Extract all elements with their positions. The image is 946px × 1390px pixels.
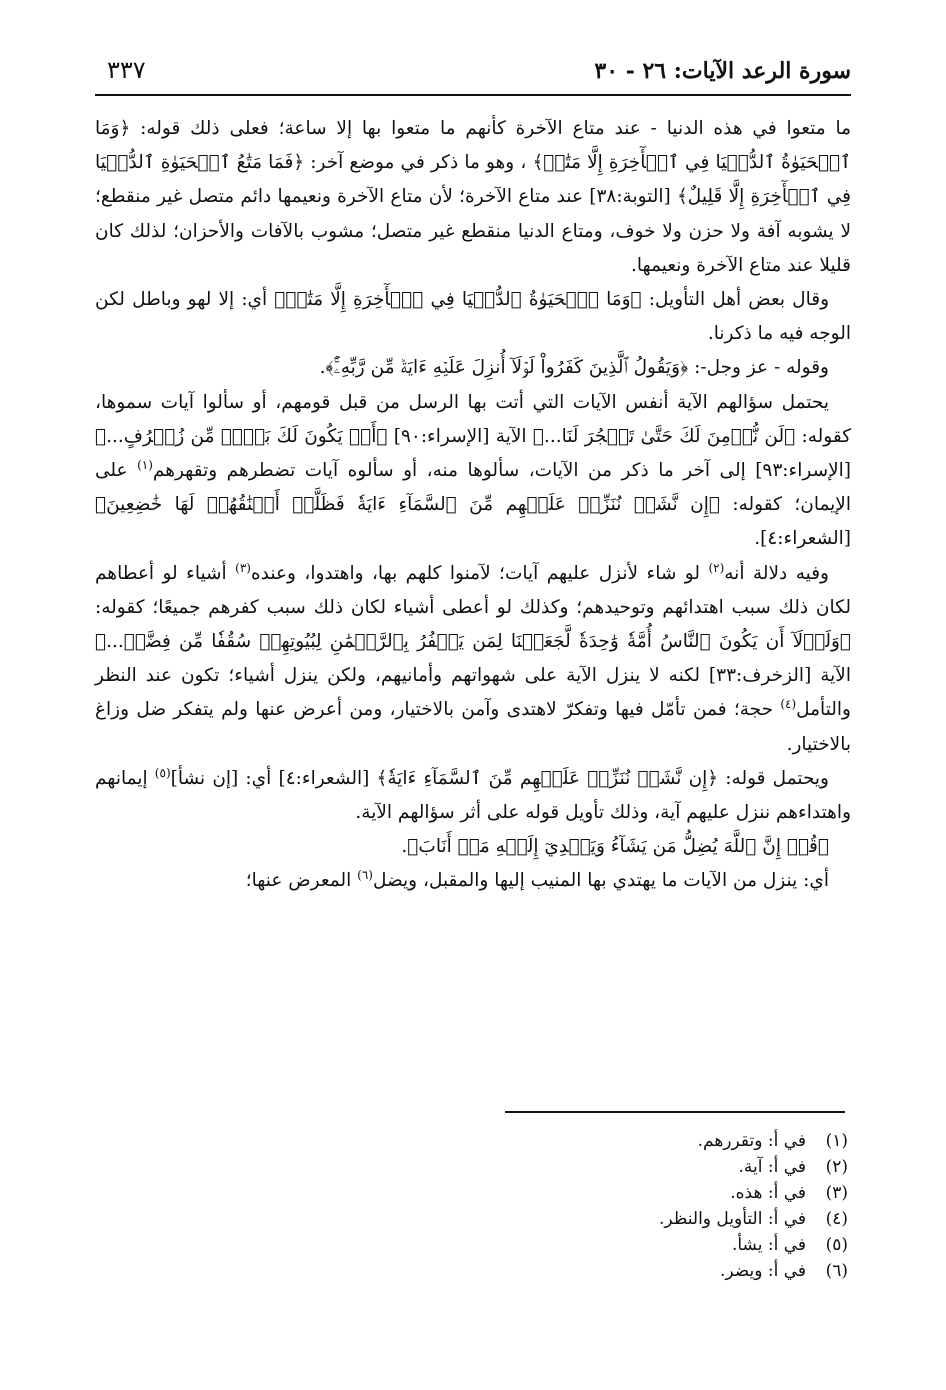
- footnote-number: (٢): [825, 1157, 848, 1177]
- footnote-6: [448, 1258, 848, 1284]
- footnote-number: (٦): [825, 1261, 848, 1281]
- footnote-5: [448, 1232, 848, 1258]
- paragraph-7-text-a: أي: ينزل من الآيات ما يهتدي بها المنيب إليها والمقبل، ويضل: [372, 870, 829, 892]
- paragraph-7-text-b: المعرض عنها؛: [245, 870, 352, 892]
- footnote-text: في أ: يشأ.: [731, 1235, 806, 1255]
- paragraph-5-text-a: وفيه دلالة أنه: [724, 562, 829, 584]
- footnote-text: في أ: ويضر.: [719, 1261, 806, 1281]
- paragraph-6-text-a: ويحتمل قوله: ﴿إِن نَّشَأۡ نُنَزِّلۡ عَلَيۡهِم مِّنَ ٱلسَّمَآءِ ءَايَةٗ﴾ [الشعراء:٤] أي: [إن نشأ]: [170, 767, 829, 789]
- paragraph-2: [95, 283, 851, 351]
- paragraph-2-text: وقال بعض أهل التأويل: ﴿وَمَا ٱلۡحَيَوٰةُ ٱلدُّنۡيَا فِي ٱلۡأٓخِرَةِ إِلَّا مَتَٰعٞ﴾ أي: إلا لهو وباطل لكن الوجه فيه ما ذكرنا.: [95, 289, 851, 345]
- footnote-4: [448, 1206, 848, 1232]
- paragraph-6: [95, 762, 851, 830]
- paragraph-7: [95, 864, 851, 898]
- footnote-rule: [505, 1111, 845, 1113]
- footnote-text: في أ: هذه.: [730, 1183, 806, 1203]
- footnote-number: (٣): [825, 1183, 848, 1203]
- note-ref-4: (٤): [780, 697, 797, 712]
- running-title: سورة الرعد الآيات: ٢٦ - ٣٠: [594, 58, 851, 84]
- paragraph-3-text: وقوله - عز وجل-: ﴿وَيَقُولُ ٱلَّذِينَ كَفَرُواْ لَوۡلَآ أُنزِلَ عَلَيۡهِ ءَايَةٞ مِّن رَّبِّهِۦٓۚ﴾.: [319, 357, 829, 379]
- note-ref-3: (٣): [235, 560, 251, 575]
- page-number: ٣٣٧: [107, 56, 146, 84]
- footnote-text: في أ: التأويل والنظر.: [659, 1209, 806, 1229]
- paragraph-5-text-d: حجة؛ فمن تأمّل فيها وتفكرّ لاهتدى وآمن بالاختيار، ومن أعرض عنها ولم يتفكر ضل وزاغ بالاختيار.: [95, 699, 851, 755]
- footnote-number: (١): [825, 1131, 848, 1151]
- verse-text: ﴿قُلۡ إِنَّ ٱللَّهَ يُضِلُّ مَن يَشَآءُ وَيَهۡدِيٓ إِلَيۡهِ مَنۡ أَنَابَ﴾.: [401, 836, 829, 858]
- footnote-number: (٤): [825, 1209, 848, 1229]
- verse-line: [95, 830, 851, 864]
- paragraph-5: [95, 557, 851, 762]
- footnote-number: (٥): [825, 1235, 848, 1255]
- paragraph-4-text-b: على الإيمان؛ كقوله: ﴿إِن نَّشَأۡ نُنَزِّلۡ عَلَيۡهِم مِّنَ ٱلسَّمَآءِ ءَايَةٗ فَظَلَّتۡ أَعۡنَٰقُهُمۡ لَهَا خَٰضِعِينَ﴾ [الشعراء:٤].: [95, 460, 851, 550]
- paragraph-5-text-b: لو شاء لأنزل عليهم آيات؛ لآمنوا كلهم بها، واهتدوا، وعنده: [250, 562, 700, 584]
- paragraph-3: [95, 351, 851, 385]
- page-header: [95, 52, 851, 92]
- note-ref-6: (٦): [357, 868, 373, 883]
- header-rule: [95, 94, 851, 96]
- note-ref-1: (١): [137, 457, 153, 472]
- paragraph-1: [95, 112, 851, 283]
- paragraph-4-text-a: يحتمل سؤالهم الآية أنفس الآيات التي أتت بها الرسل من قبل قومهم، أو سألوا آيات سموها، كقوله: ﴿لَن نُّؤۡمِنَ لَكَ حَتَّىٰ تَفۡجُرَ لَنَا...﴾ الآية [الإسراء:٩٠] ﴿أَوۡ يَكُونَ لَكَ بَيۡتٞ مِّن زُخۡرُفٍ...﴾ [الإسراء:٩٣] إلى آخر ما ذكر من الآيات، سألوها منه، أو سألوه آيات تضطرهم وتقهرهم: [95, 391, 851, 482]
- paragraph-5-text-c: أشياء لو أعطاهم لكان ذلك سبب اهتدائهم وتوحيدهم؛ وكذلك لو أعطى أشياء لكان ذلك سبب كفرهم جميعًا؛ كقوله: ﴿وَلَوۡلَآ أَن يَكُونَ ٱلنَّاسُ أُمَّةٗ وَٰحِدَةٗ لَّجَعَلۡنَا لِمَن يَكۡفُرُ بِٱلرَّحۡمَٰنِ لِبُيُوتِهِمۡ سُقُفٗا مِّن فِضَّةٖ...﴾ الآية [الزخرف:٣٣] لكنه لا ينزل الآية على شهواتهم وأمانيهم، ولكن ينزل أشياء؛ تكون عند النظر والتأمل: [95, 562, 851, 721]
- footnote-1: [448, 1128, 848, 1154]
- footnote-text: في أ: وتقررهم.: [697, 1131, 806, 1151]
- main-text: [95, 112, 851, 899]
- paragraph-4: [95, 386, 851, 557]
- footnote-3: [448, 1180, 848, 1206]
- footnote-2: [448, 1154, 848, 1180]
- note-ref-2: (٢): [708, 560, 725, 575]
- note-ref-5: (٥): [154, 765, 171, 780]
- paragraph-1-text: ما متعوا في هذه الدنيا - عند متاع الآخرة كأنهم ما متعوا بها إلا ساعة؛ فعلى ذلك قوله: ﴿وَمَا ٱلۡحَيَوٰةُ ٱلدُّنۡيَا فِي ٱلۡأٓخِرَةِ إِلَّا مَتَٰعٞ﴾ ، وهو ما ذكر في موضع آخر: ﴿فَمَا مَتَٰعُ ٱلۡحَيَوٰةِ ٱلدُّنۡيَا فِي ٱلۡأٓخِرَةِ إِلَّا قَلِيلٌ﴾ [التوبة:٣٨] عند متاع الآخرة؛ لأن متاع الآخرة ونعيمها دائم متصل غير منقطع؛ لا يشوبه آفة ولا حزن ولا خوف، ومتاع الدنيا منقطع غير متصل؛ مشوب بالآفات والأحزان؛ لذلك كان قليلا عند متاع الآخرة ونعيمها.: [95, 118, 851, 276]
- footnotes: [448, 1128, 848, 1284]
- paragraph-6-text-b: إيمانهم واهتداءهم ننزل عليهم آية، وذلك تأويل قوله على أثر سؤالهم الآية.: [95, 767, 851, 824]
- footnote-text: في أ: آية.: [738, 1157, 806, 1177]
